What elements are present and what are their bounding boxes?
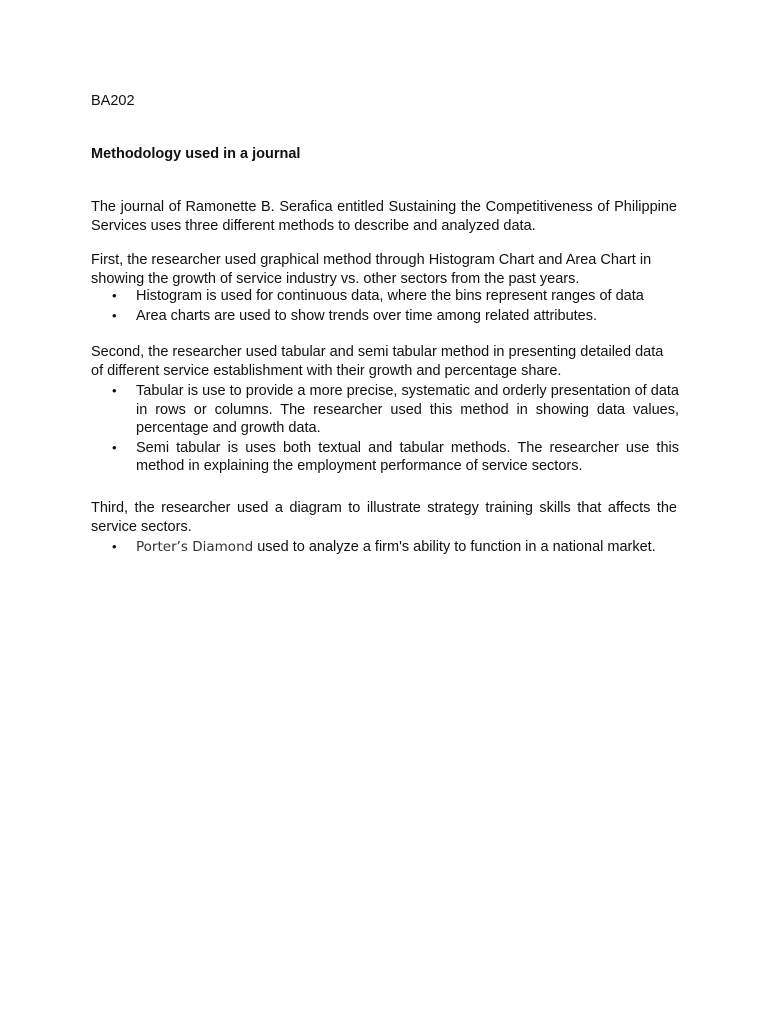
- tabular-method-paragraph: Second, the researcher used tabular and semi tabular method in presenting detailed data of different service establishment with their growth and percentage share.: [91, 344, 664, 379]
- bullet-icon: •: [112, 288, 117, 303]
- list-item: [91, 307, 679, 326]
- list-item-text: Tabular is use to provide a more precise, systematic and orderly presentation of data in rows or columns. The researcher used this method in showing data values, percentage and growth data.: [136, 383, 679, 436]
- document-title: Methodology used in a journal: [91, 146, 301, 162]
- bullet-icon: •: [112, 307, 117, 323]
- list-item-text: Area charts are used to show trends over time among related attributes.: [136, 307, 598, 324]
- tabular-method-list: [91, 382, 679, 477]
- diagram-method-list: [91, 538, 679, 558]
- bullet-icon: •: [112, 539, 117, 554]
- list-item-text: Histogram is used for continuous data, where the bins represent ranges of data: [136, 288, 644, 304]
- bullet-icon: •: [112, 439, 117, 455]
- list-item: [91, 538, 679, 557]
- list-item-text: used to analyze a firm's ability to function in a national market.: [253, 539, 656, 555]
- list-item: [91, 382, 679, 438]
- diagram-method-paragraph: Third, the researcher used a diagram to illustrate strategy training skills that affects the service sectors.: [91, 500, 677, 535]
- course-code: BA202: [91, 93, 135, 109]
- porters-diamond-text: Porter’s Diamond: [136, 539, 254, 555]
- graphical-method-paragraph: First, the researcher used graphical method through Histogram Chart and Area Chart in showing the growth of service industry vs. other sectors from the past years.: [91, 252, 652, 287]
- list-item: [91, 287, 679, 306]
- list-item-text: Semi tabular is uses both textual and tabular methods. The researcher use this method in explaining the employment performance of service sectors.: [136, 439, 679, 474]
- intro-paragraph: The journal of Ramonette B. Serafica entitled Sustaining the Competitiveness of Philippine Services uses three different methods to describe and analyzed data.: [91, 199, 677, 234]
- list-item: [91, 439, 679, 476]
- graphical-method-list: [91, 287, 679, 326]
- bullet-icon: •: [112, 383, 117, 398]
